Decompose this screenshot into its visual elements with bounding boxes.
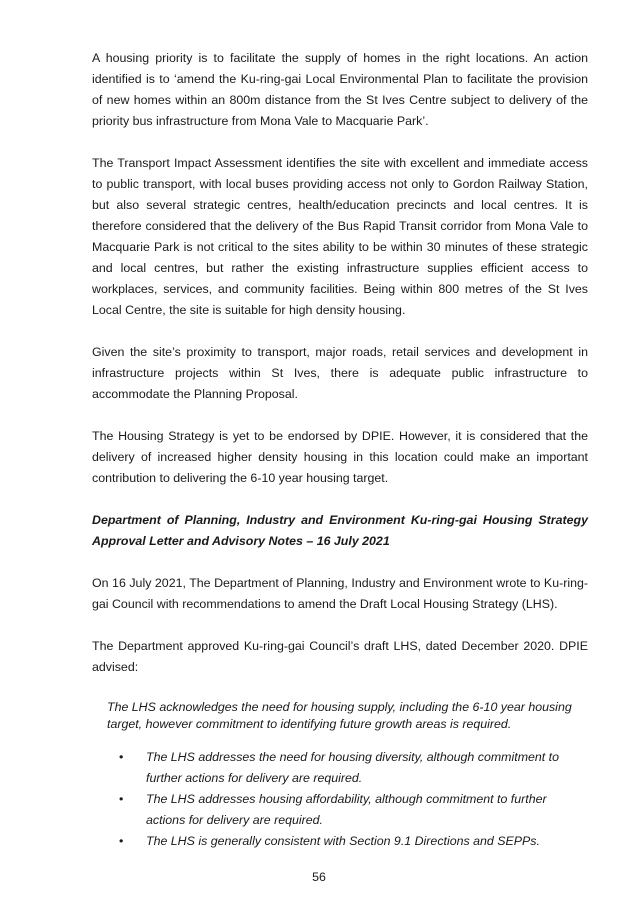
paragraph-department-approval: The Department approved Ku-ring-gai Council’s draft LHS, dated December 2020. DPIE advised: <box>92 639 588 674</box>
list-item-text: The LHS addresses the need for housing diversity, although commitment to further actions for delivery are required. <box>146 750 560 785</box>
advice-bullet-list <box>92 747 588 852</box>
paragraph-site-proximity: Given the site’s proximity to transport, major roads, retail services and development in infrastructure projects within St Ives, there is adequate public infrastructure to accommodate the Planning Proposal. <box>92 345 588 401</box>
paragraph-housing-priority: A housing priority is to facilitate the supply of homes in the right locations. An action identified is to ‘amend the Ku-ring-gai Local Environmental Plan to facilitate the provision of new homes within an 800m distance from the St Ives Centre subject to delivery of the priority bus infrastructure from Mona Vale to Macquarie Park’. <box>92 51 588 128</box>
page-number: 56 <box>312 870 326 884</box>
bullet-icon: • <box>119 792 124 806</box>
document-page <box>92 48 588 852</box>
paragraph-dpie-letter: On 16 July 2021, The Department of Planning, Industry and Environment wrote to Ku-ring-gai Council with recommendations to amend the Draft Local Housing Strategy (LHS). <box>92 576 588 611</box>
bullet-icon: • <box>119 750 124 764</box>
list-item-text: The LHS addresses housing affordability, although commitment to further actions for delivery are required. <box>146 792 547 827</box>
list-item <box>92 789 588 831</box>
quoted-advice: The LHS acknowledges the need for housing supply, including the 6-10 year housing target, however commitment to identifying future growth areas is required. <box>107 700 572 731</box>
bullet-icon: • <box>119 834 124 848</box>
list-item <box>92 747 588 789</box>
section-heading: Department of Planning, Industry and Environment Ku-ring-gai Housing Strategy Approval Letter and Advisory Notes – 16 July 2021 <box>92 513 588 548</box>
paragraph-transport-impact: The Transport Impact Assessment identifies the site with excellent and immediate access to public transport, with local buses providing access not only to Gordon Railway Station, but also several strategic centres, health/education precincts and local centres. It is therefore considered that the delivery of the Bus Rapid Transit corridor from Mona Vale to Macquarie Park is not critical to the sites ability to be within 30 minutes of these strategic and local centres, but rather the existing infrastructure supplies efficient access to workplaces, services, and community facilities. Being within 800 metres of the St Ives Local Centre, the site is suitable for high density housing. <box>92 156 588 317</box>
paragraph-housing-strategy: The Housing Strategy is yet to be endorsed by DPIE. However, it is considered that the delivery of increased higher density housing in this location could make an important contribution to delivering the 6-10 year housing target. <box>92 429 588 485</box>
list-item <box>92 831 588 852</box>
list-item-text: The LHS is generally consistent with Section 9.1 Directions and SEPPs. <box>146 834 540 848</box>
